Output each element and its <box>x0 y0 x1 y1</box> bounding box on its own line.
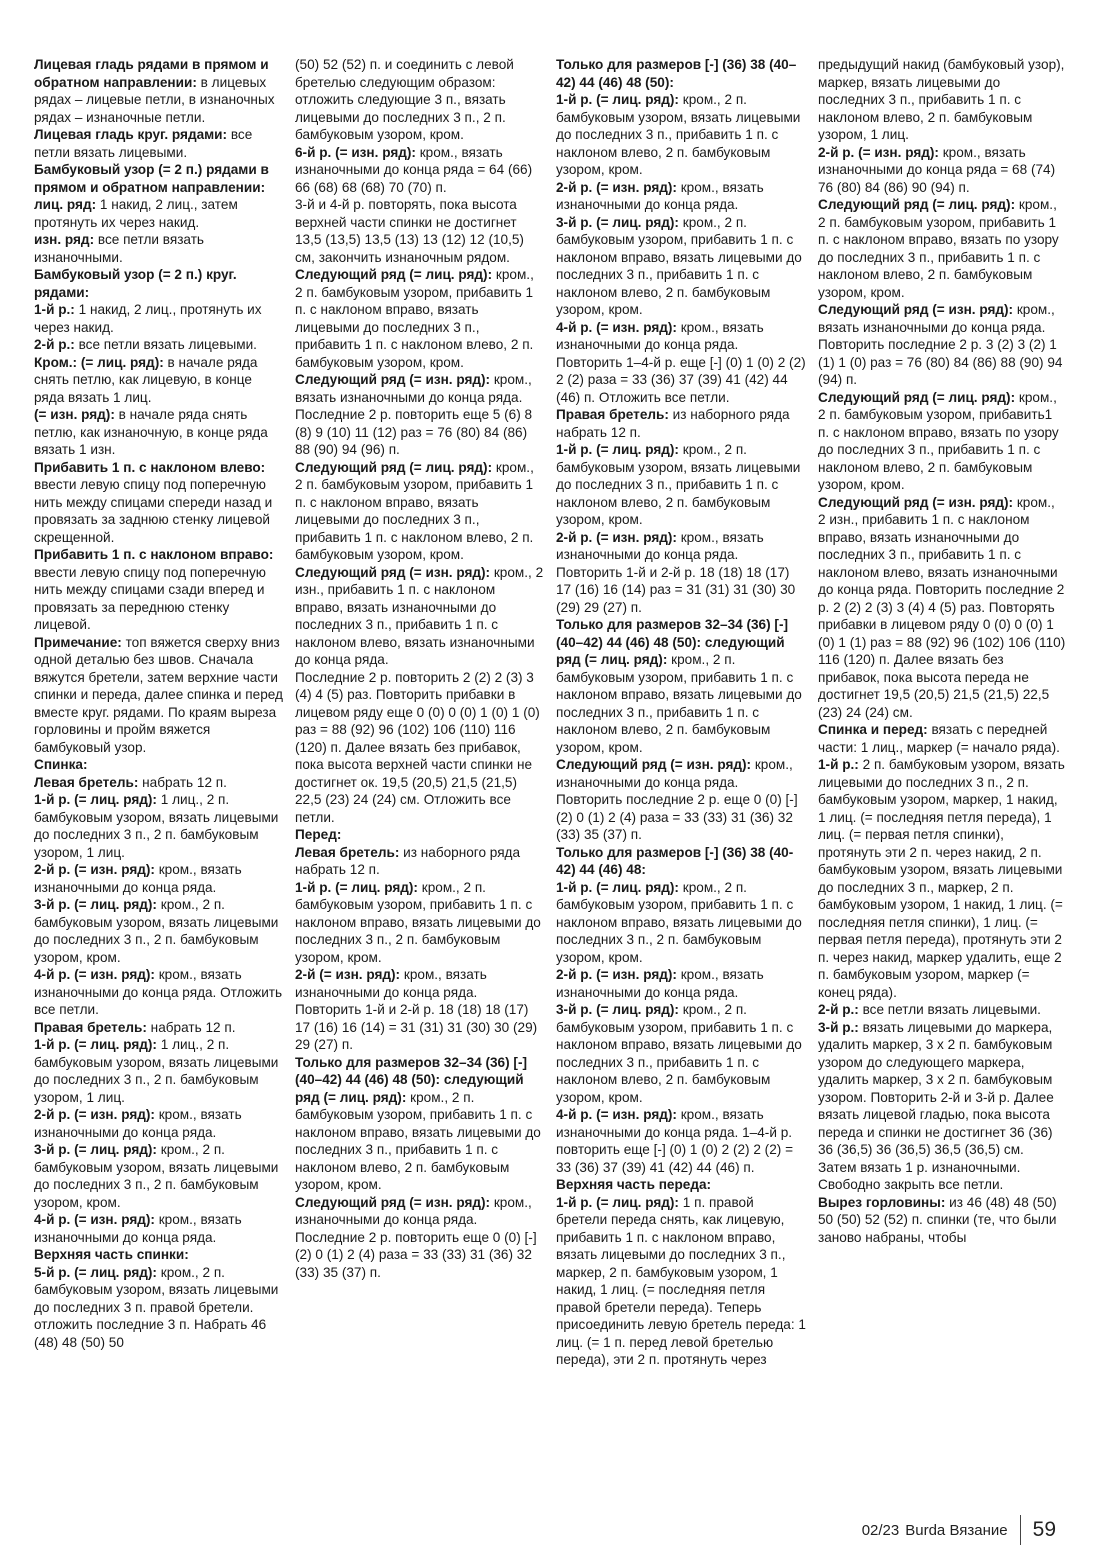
paragraph <box>818 336 1066 389</box>
paragraph-text: кром., вязать изнаночными до конца ряда. <box>556 967 764 1000</box>
text-column-2 <box>295 56 545 1486</box>
magazine-name: Burda Вязание <box>905 1521 1008 1539</box>
paragraph-text: кром., 2 п. бамбуковым узором, прибавить 1 п. с наклоном вправо, вязать лицевыми до последних 3 п., прибавить 1 п. с наклоном влево, 2 п. бамбуковым узором, кром. <box>295 267 534 370</box>
paragraph <box>818 56 1066 144</box>
paragraph-heading: 4-й р. (= изн. ряд): <box>34 1212 155 1227</box>
paragraph-heading: 3-й р. (= лиц. ряд): <box>556 214 679 230</box>
paragraph <box>34 406 284 459</box>
paragraph-heading: 2-й р. (= изн. ряд): <box>818 144 939 160</box>
paragraph-heading: Следующий ряд (= изн. ряд): <box>295 372 491 387</box>
paragraph <box>818 1001 1066 1019</box>
paragraph-text: кром., вязать изнаночными до конца ряда. Повторить 1-й и 2-й р. 18 (18) 18 (17) 17 (16) 16 (14) = 31 (31) 31 (30) 30 (29) 29 (27) п. <box>295 967 538 1052</box>
paragraph-text: Последние 2 р. повторить 2 (2) 2 (3) 3 (4) 4 (5) раз. Повторить прибавки в лицевом ряду еще 0 (0) 0 (0) 1 (0) 1 (0) раз = 88 (92) 96 (102) 106 (110) 116 (120) п. Далее вязать без прибавок, пока высота верхней части спинки не достигнет ок. 19,5 (20,5) 21,5 (21,5) 22,5 (23) 24 (24) см. Отложить все петли. <box>295 669 540 825</box>
paragraph-heading: 2-й р. (= изн. ряд): <box>556 967 677 982</box>
paragraph <box>34 966 284 1019</box>
paragraph-heading: 6-й р. (= изн. ряд): <box>295 144 416 160</box>
paragraph <box>818 1194 1066 1247</box>
paragraph-heading: 1-й р.: <box>818 757 859 772</box>
paragraph-heading: (= изн. ряд): <box>34 407 115 422</box>
paragraph-text: кром., вязать изнаночными до конца ряда. <box>818 302 1055 335</box>
paragraph-text: кром., 2 п. бамбуковым узором, прибавить 1 п. с наклоном вправо, вязать лицевыми до последних 3 п., прибавить 1 п. с наклоном влево, 2 п. бамбуковым узором, кром. <box>556 652 802 755</box>
paragraph <box>34 1264 284 1352</box>
paragraph-text: все петли вязать изнаночными. <box>34 232 205 265</box>
paragraph <box>295 1054 545 1194</box>
paragraph-text: 2 п. бамбуковым узором, вязать лицевыми до последних 3 п., 2 п. бамбуковым узором, маркер, 1 накид, 1 лиц. (= последняя петля переда), 1 лиц. (= первая петля спинки), протянуть эти 2 п. через накид, 2 п. бамбуковым узором, вязать лицевыми до последних 3 п., маркер, 2 п. бамбуковым узором, 1 накид, 1 лиц. (= последняя петля спинки), 1 лиц. (= первая петля переда), протянуть эти 2 п. через накид, маркер удалить, еще 2 п. бамбуковым узором, маркер (= конец ряда). <box>818 757 1065 1000</box>
paragraph-heading: Следующий ряд (= изн. ряд): <box>556 757 752 772</box>
paragraph-text: ввести левую спицу под поперечную нить между спицами спереди назад и провязать за заднюю стенку лицевой скрещенной. <box>34 477 273 545</box>
paragraph-heading: Следующий ряд (= лиц. ряд): <box>818 389 1016 405</box>
paragraph-text: кром., 2 п. бамбуковым узором, вязать лицевыми до последних 3 п., 2 п. бамбуковым узором, кром. <box>34 1142 279 1210</box>
paragraph <box>295 144 545 197</box>
paragraph <box>556 1176 806 1194</box>
paragraph <box>295 966 545 1054</box>
paragraph <box>295 669 545 827</box>
paragraph <box>34 1211 284 1246</box>
paragraph <box>34 266 284 301</box>
paragraph <box>556 179 806 214</box>
paragraph-text: ввести левую спицу под поперечную нить между спицами сзади вперед и провязать за переднюю стенку лицевой. <box>34 564 266 632</box>
paragraph <box>556 879 806 967</box>
paragraph-text: (50) 52 (52) п. и соединить с левой бретелью следующим образом: отложить следующие 3 п., вязать лицевыми до последних 3 п., 2 п. бамбуковым узором, кром. <box>295 57 514 142</box>
paragraph <box>818 196 1066 301</box>
paragraph-text: кром., 2 п. бамбуковым узором, прибавить 1 п. с наклоном вправо, вязать лицевыми до последних 3 п., прибавить 1 п. с наклоном влево, 2 п. бамбуковым узором, кром. <box>295 459 534 562</box>
paragraph-heading: 1-й р. (= лиц. ряд): <box>556 92 679 107</box>
paragraph <box>34 336 284 354</box>
paragraph-heading: 1-й р. (= лиц. ряд): <box>34 1037 157 1052</box>
text-column-4 <box>818 56 1066 1486</box>
paragraph-heading: Следующий ряд (= лиц. ряд): <box>295 459 493 475</box>
paragraph-heading: Прибавить 1 п. с наклоном вправо: <box>34 547 274 562</box>
paragraph-text: кром., вязать изнаночными до конца ряда = 68 (74) 76 (80) 84 (86) 90 (94) п. <box>818 144 1056 195</box>
paragraph <box>295 266 545 371</box>
paragraph-text: кром., 2 п. бамбуковым узором, прибавить 1 п. с наклоном вправо, вязать лицевыми до последних 3 п., прибавить 1 п. с наклоном влево, 2 п. бамбуковым узором, кром. <box>556 1002 802 1105</box>
text-column-3 <box>556 56 806 1486</box>
paragraph-heading: Правая бретель: <box>556 407 669 422</box>
paragraph-heading: Бамбуковый узор (= 2 п.) круг. рядами: <box>34 267 237 300</box>
paragraph-text: кром., вязать изнаночными до конца ряда. Повторить 1–4-й р. еще [-] (0) 1 (0) 2 (2) 2 (2) раза = 33 (36) 37 (39) 41 (42) 44 (46) п. Отложить все петли. <box>556 319 806 405</box>
paragraph <box>295 879 545 967</box>
paragraph-text: кром., вязать изнаночными до конца ряда = 64 (66) 66 (68) 68 (68) 70 (70) п. <box>295 144 533 195</box>
paragraph <box>556 441 806 529</box>
paragraph <box>818 721 1066 756</box>
paragraph <box>34 196 284 231</box>
paragraph-text: предыдущий накид (бамбуковый узор), маркер, вязать лицевыми до последних 3 п., прибавить 1 п. с наклоном влево, 2 п. бамбуковым узором, 1 лиц. <box>818 57 1065 142</box>
text-column-1 <box>34 56 284 1486</box>
paragraph-heading: 4-й р. (= изн. ряд): <box>556 319 677 335</box>
paragraph <box>556 1194 806 1369</box>
paragraph-text: кром., вязать изнаночными до конца ряда. Отложить все петли. <box>34 967 283 1017</box>
paragraph-text: из наборного ряда набрать 12 п. <box>295 844 521 877</box>
paragraph-heading: Следующий ряд (= лиц. ряд): <box>818 197 1016 212</box>
paragraph-text: кром., вязать изнаночными до конца ряда. <box>34 1212 242 1245</box>
paragraph-heading: Только для размеров 32–34 (36) [-] (40–42) 44 (46) 48 (50): следующий ряд (= лиц. ряд): <box>295 1054 527 1105</box>
paragraph-heading: Правая бретель: <box>34 1019 147 1035</box>
paragraph-text: кром., 2 п. бамбуковым узором, вязать лицевыми до последних 3 п., прибавить 1 п. с наклоном влево, 2 п. бамбуковым узором, кром. <box>556 442 801 527</box>
paragraph-heading: Только для размеров 32–34 (36) [-] (40–42) 44 (46) 48 (50): следующий ряд (= лиц. ряд): <box>556 617 788 667</box>
paragraph-heading: 2-й р. (= изн. ряд): <box>556 179 677 195</box>
paragraph-heading: Перед: <box>295 827 342 842</box>
paragraph-heading: Бамбуковый узор (= 2 п.) рядами в прямом и обратном направлении: <box>34 162 269 195</box>
paragraph <box>556 56 806 91</box>
paragraph-heading: 1-й р. (= лиц. ряд): <box>556 442 679 457</box>
page-number: 59 <box>1032 1518 1056 1541</box>
paragraph-heading: 1-й р. (= лиц. ряд): <box>556 1194 679 1210</box>
paragraph-text: кром., 2 п. бамбуковым узором, прибавить 1 п. с наклоном вправо, вязать лицевыми до последних 3 п., 2 п. бамбуковым узором, кром. <box>295 879 541 965</box>
paragraph-heading: 4-й р. (= изн. ряд): <box>556 1107 677 1122</box>
paragraph-text: вязать с передней части: 1 лиц., маркер (= начало ряда). <box>818 722 1060 755</box>
paragraph-text: кром., 2 п. бамбуковым узором, прибавить 1 п. с наклоном вправо, вязать лицевыми до последних 3 п., 2 п. бамбуковым узором, кром. <box>556 879 802 965</box>
paragraph-heading: 3-й р. (= лиц. ряд): <box>34 897 157 912</box>
paragraph-heading: 3-й р. (= лиц. ряд): <box>34 1142 157 1157</box>
paragraph-heading: Примечание: <box>34 634 122 650</box>
paragraph <box>295 459 545 564</box>
paragraph-heading: Прибавить 1 п. с наклоном влево: <box>34 459 266 475</box>
paragraph-text: кром., 2 п. бамбуковым узором, вязать лицевыми до последних 3 п. правой бретели. отложить последние 3 п. Набрать 46 (48) 48 (50) 50 <box>34 1264 279 1350</box>
paragraph <box>295 564 545 669</box>
paragraph <box>34 1106 284 1141</box>
paragraph-heading: Кром.: (= лиц. ряд): <box>34 354 164 370</box>
paragraph <box>556 844 806 879</box>
paragraph-heading: 5-й р. (= лиц. ряд): <box>34 1264 157 1280</box>
paragraph <box>556 529 806 617</box>
paragraph-heading: 1-й р. (= лиц. ряд): <box>556 879 679 895</box>
paragraph-text: кром., изнаночными до конца ряда. Повторить последние 2 р. еще 0 (0) [-] (2) 0 (1) 2 (4) раза = 33 (33) 31 (36) 32 (33) 35 (37) п. <box>556 757 798 842</box>
paragraph <box>818 756 1066 1001</box>
paragraph-heading: 1-й р. (= лиц. ряд): <box>34 792 157 807</box>
paragraph-heading: Следующий ряд (= изн. ряд): <box>818 494 1014 510</box>
paragraph-heading: Лицевая гладь рядами в прямом и обратном направлении: <box>34 57 269 90</box>
paragraph-heading: Только для размеров [-] (36) 38 (40-42) 44 (46) 48: <box>556 844 794 877</box>
paragraph-text: все петли вязать лицевыми. <box>34 127 253 160</box>
paragraph-heading: 1-й р. (= лиц. ряд): <box>295 879 418 895</box>
paragraph <box>556 756 806 844</box>
paragraph <box>34 1036 284 1106</box>
paragraph <box>34 301 284 336</box>
paragraph-text: набрать 12 п. <box>146 1019 236 1035</box>
paragraph-text: в начале ряда снять петлю, как лицевую, в конце ряда вязать 1 лиц. <box>34 354 258 405</box>
paragraph <box>34 459 284 547</box>
paragraph-text: кром., вязать изнаночными до конца ряда. <box>295 372 532 405</box>
paragraph-text: кром., вязать изнаночными до конца ряда. <box>556 179 764 212</box>
paragraph-heading: Спинка и перед: <box>818 722 928 737</box>
paragraph-heading: 3-й р. (= лиц. ряд): <box>556 1002 679 1017</box>
paragraph <box>34 161 284 196</box>
paragraph-text: кром., изнаночными до конца ряда. Последние 2 р. повторить еще 0 (0) [-] (2) 0 (1) 2 (4) раза = 33 (33) 31 (36) 32 (33) 35 (37) п. <box>295 1194 537 1280</box>
paragraph-text: вязать лицевыми до маркера, удалить маркер, 3 х 2 п. бамбуковым узором до следующего маркера, удалить маркер, 3 х 2 п. бамбуковым узором. Повторить 2-й и 3-й р. Далее вязать лицевой гладью, пока высота переда и спинки не достигнет 36 (36) 36 (36,5) 36 (36,5) 36,5 (36,5) см. Затем вязать 1 р. изнаночными. Свободно закрыть все петли. <box>818 1019 1054 1192</box>
paragraph <box>34 354 284 407</box>
paragraph <box>34 56 284 126</box>
paragraph-heading: Верхняя часть переда: <box>556 1177 712 1192</box>
paragraph <box>295 196 545 266</box>
paragraph-text: кром., 2 п. бамбуковым узором, прибавить 1 п. с наклоном вправо, вязать лицевыми до последних 3 п., прибавить 1 п. с наклоном влево, 2 п. бамбуковым узором, кром. <box>556 214 802 317</box>
paragraph <box>818 301 1066 336</box>
paragraph-text: 3-й и 4-й р. повторять, пока высота верхней части спинки не достигнет 13,5 (13,5) 13,5 (13) 13 (12) 12 (10,5) см, закончить изнаночным рядом. <box>295 197 524 265</box>
paragraph <box>34 546 284 634</box>
paragraph-heading: Следующий ряд (= изн. ряд): <box>295 1194 491 1210</box>
paragraph <box>556 214 806 319</box>
paragraph <box>295 826 545 844</box>
paragraph-heading: 2-й р.: <box>818 1002 859 1017</box>
paragraph <box>295 371 545 406</box>
paragraph-text: 1 накид, 2 лиц., протянуть их через накид. <box>34 302 262 335</box>
paragraph-heading: 2-й р. (= изн. ряд): <box>34 862 155 877</box>
paragraph <box>818 1019 1066 1194</box>
paragraph-heading: Левая бретель: <box>34 774 139 790</box>
paragraph <box>556 406 806 441</box>
paragraph <box>34 126 284 161</box>
paragraph-heading: 2-й р. (= изн. ряд): <box>556 529 677 545</box>
paragraph-text: кром., 2 изн., прибавить 1 п. с наклоном вправо, вязать изнаночными до последних 3 п., прибавить 1 п. с наклоном влево, вязать изнаночными до конца ряда. <box>295 564 544 667</box>
paragraph <box>556 966 806 1001</box>
paragraph-text: кром., 2 п. бамбуковым узором, вязать лицевыми до последних 3 п., 2 п. бамбуковым узором, кром. <box>34 897 279 965</box>
paragraph-heading: Верхняя часть спинки: <box>34 1247 189 1262</box>
paragraph <box>295 1194 545 1282</box>
paragraph-text: в лицевых рядах – лицевые петли, в изнаночных рядах – изнаночные петли. <box>34 74 275 125</box>
paragraph <box>295 844 545 879</box>
paragraph-text: 1 накид, 2 лиц., затем протянуть их через накид. <box>34 197 238 230</box>
paragraph-heading: Следующий ряд (= лиц. ряд): <box>295 267 493 282</box>
paragraph-heading: Следующий ряд (= изн. ряд): <box>295 564 491 580</box>
paragraph <box>818 144 1066 197</box>
paragraph-text: кром., 2 п. бамбуковым узором, прибавить 1 п. с наклоном вправо, вязать по узору до последних 3 п., прибавить 1 п. с наклоном влево, 2 п. бамбуковым узором, кром. <box>818 197 1059 300</box>
paragraph-heading: 3-й р.: <box>818 1019 859 1035</box>
paragraph <box>818 389 1066 494</box>
paragraph <box>34 774 284 792</box>
paragraph <box>556 319 806 407</box>
paragraph <box>818 494 1066 722</box>
paragraph-text: 1 лиц., 2 п. бамбуковым узором, вязать лицевыми до последних 3 п., 2 п. бамбуковым узором, 1 лиц. <box>34 792 279 860</box>
paragraph-text: 1 п. правой бретели переда снять, как лицевую, прибавить 1 п. с наклоном вправо, вязать лицевыми до последних 3 п., маркер, 2 п. бамбуковым узором, 1 накид, 1 лиц. (= последняя петля правой бретели переда). Теперь присоединить левую бретель переда: 1 лиц. (= 1 п. перед левой бретелью переда), эти 2 п. протянуть через <box>556 1194 806 1367</box>
paragraph <box>295 406 545 459</box>
paragraph <box>34 1141 284 1211</box>
paragraph-heading: Левая бретель: <box>295 844 400 860</box>
paragraph <box>34 756 284 774</box>
paragraph <box>34 1246 284 1264</box>
paragraph <box>34 791 284 861</box>
paragraph-heading: 1-й р.: <box>34 302 75 317</box>
paragraph <box>556 1106 806 1176</box>
paragraph-text: из наборного ряда набрать 12 п. <box>556 407 790 440</box>
paragraph-text: набрать 12 п. <box>138 774 227 790</box>
paragraph-text: кром., вязать изнаночными до конца ряда. <box>34 862 242 895</box>
paragraph-heading: 2-й р.: <box>34 337 75 352</box>
issue-number: 02/23 <box>861 1521 900 1539</box>
paragraph-text: Последние 2 р. повторить еще 5 (6) 8 (8) 9 (10) 11 (12) раз = 76 (80) 84 (86) 88 (90) 94 (96) п. <box>295 407 533 457</box>
paragraph <box>295 56 545 144</box>
paragraph-text: 1 лиц., 2 п. бамбуковым узором, вязать лицевыми до последних 3 п., 2 п. бамбуковым узором, 1 лиц. <box>34 1037 279 1105</box>
paragraph-text: кром., 2 п. бамбуковым узором, вязать лицевыми до последних 3 п., прибавить 1 п. с наклоном влево, 2 п. бамбуковым узором, кром. <box>556 92 801 177</box>
paragraph-heading: 2-й (= изн. ряд): <box>295 967 401 982</box>
paragraph-text: кром., вязать изнаночными до конца ряда. 1–4-й р. повторить еще [-] (0) 1 (0) 2 (2) 2 (2) = 33 (36) 37 (39) 41 (42) 44 (46) п. <box>556 1107 794 1175</box>
page-footer <box>862 1515 1056 1545</box>
paragraph-text: в начале ряда снять петлю, как изнаночную, в конце ряда вязать 1 изн. <box>34 407 268 457</box>
paragraph <box>556 91 806 179</box>
paragraph-text: Повторить последние 2 р. 3 (2) 3 (2) 1 (1) 1 (0) раз = 76 (80) 84 (86) 88 (90) 94 (94) п. <box>818 337 1063 387</box>
paragraph-heading: Лицевая гладь круг. рядами: <box>34 127 228 142</box>
paragraph <box>34 896 284 966</box>
paragraph-heading: лиц. ряд: <box>34 197 97 212</box>
paragraph-heading: Следующий ряд (= изн. ряд): <box>818 302 1014 317</box>
paragraph-text: из 46 (48) 48 (50) 50 (50) 52 (52) п. спинки (те, что были заново набраны, чтобы <box>818 1194 1057 1245</box>
footer-divider <box>1020 1515 1021 1545</box>
paragraph-heading: 4-й р. (= изн. ряд): <box>34 967 155 982</box>
paragraph <box>34 231 284 266</box>
paragraph-text: все петли вязать лицевыми. <box>858 1002 1041 1017</box>
paragraph-heading: Спинка: <box>34 757 88 772</box>
paragraph-text: кром., 2 п. бамбуковым узором, прибавить 1 п. с наклоном вправо, вязать лицевыми до последних 3 п., прибавить 1 п. с наклоном влево, 2 п. бамбуковым узором, кром. <box>295 1089 541 1192</box>
paragraph-text: все петли вязать лицевыми. <box>74 337 257 352</box>
paragraph-text: топ вяжется сверху вниз одной деталью без швов. Сначала вяжутся бретели, затем верхние части спинки и переда, далее спинка и перед вместе круг. рядами. По краям выреза горловины и пройм вяжется бамбуковый узор. <box>34 634 283 755</box>
paragraph-text: кром., вязать изнаночными до конца ряда. Повторить 1-й и 2-й р. 18 (18) 18 (17) 17 (16) 16 (14) раз = 31 (31) 31 (30) 30 (29) 29 (27) п. <box>556 529 796 615</box>
paragraph <box>34 634 284 757</box>
paragraph-heading: Только для размеров [-] (36) 38 (40–42) 44 (46) 48 (50): <box>556 57 797 90</box>
paragraph <box>556 616 806 756</box>
paragraph <box>556 1001 806 1106</box>
paragraph-heading: Вырез горловины: <box>818 1194 946 1210</box>
paragraph-text: кром., 2 изн., прибавить 1 п. с наклоном вправо, вязать изнаночными до последних 3 п., прибавить 1 п. с наклоном влево, вязать изнаночными до конца ряда. Повторить последние 2 р. 2 (2) 2 (3) 3 (4) 4 (5) раз. Повторять прибавки в лицевом ряду 0 (0) 0 (0) 1 (0) 1 (1) раз = 88 (92) 96 (102) 106 (110) 116 (120) п. Далее вязать без прибавок, пока высота переда не достигнет 19,5 (20,5) 21,5 (21,5) 22,5 (23) 24 (24) см. <box>818 494 1066 720</box>
paragraph-text: кром., 2 п. бамбуковым узором, прибавить1 п. с наклоном вправо, вязать по узору до последних 3 п., прибавить 1 п. с наклоном влево, 2 п. бамбуковым узором, кром. <box>818 389 1059 492</box>
paragraph-text: кром., вязать изнаночными до конца ряда. <box>34 1107 242 1140</box>
paragraph <box>34 861 284 896</box>
paragraph-heading: изн. ряд: <box>34 232 95 247</box>
paragraph <box>34 1019 284 1037</box>
paragraph-heading: 2-й р. (= изн. ряд): <box>34 1107 155 1122</box>
